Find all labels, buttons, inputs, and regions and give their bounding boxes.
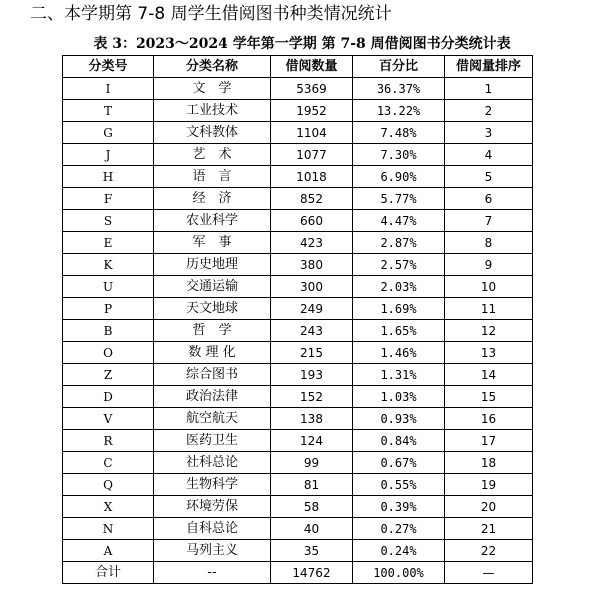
cell-percent: 0.67%	[353, 452, 445, 474]
cell-rank: 11	[445, 298, 533, 320]
cell-count: 193	[271, 364, 353, 386]
table-row	[63, 364, 533, 386]
cell-code: N	[63, 518, 154, 540]
table-row	[63, 518, 533, 540]
cell-count: 249	[271, 298, 353, 320]
total-count: 14762	[271, 562, 353, 584]
cell-name: 自科总论	[154, 518, 271, 540]
cell-code: G	[63, 122, 154, 144]
cell-rank: 22	[445, 540, 533, 562]
cell-percent: 0.84%	[353, 430, 445, 452]
table-row	[63, 320, 533, 342]
table-row	[63, 144, 533, 166]
cell-count: 660	[271, 210, 353, 232]
cell-count: 35	[271, 540, 353, 562]
table-row	[63, 474, 533, 496]
cell-count: 1952	[271, 100, 353, 122]
cell-rank: 12	[445, 320, 533, 342]
cell-code: R	[63, 430, 154, 452]
cell-percent: 0.24%	[353, 540, 445, 562]
column-header-rank: 借阅量排序	[445, 56, 533, 78]
cell-count: 58	[271, 496, 353, 518]
cell-code: A	[63, 540, 154, 562]
borrowing-stats-table	[62, 55, 533, 584]
table-row	[63, 386, 533, 408]
cell-rank: 14	[445, 364, 533, 386]
cell-code: Q	[63, 474, 154, 496]
cell-rank: 1	[445, 78, 533, 100]
cell-name: 哲 学	[154, 320, 271, 342]
table-row	[63, 100, 533, 122]
table-row	[63, 408, 533, 430]
cell-name: 生物科学	[154, 474, 271, 496]
cell-name: 综合图书	[154, 364, 271, 386]
total-name: --	[154, 562, 271, 584]
cell-count: 215	[271, 342, 353, 364]
cell-percent: 36.37%	[353, 78, 445, 100]
cell-count: 380	[271, 254, 353, 276]
cell-code: C	[63, 452, 154, 474]
cell-code: T	[63, 100, 154, 122]
cell-rank: 17	[445, 430, 533, 452]
cell-count: 5369	[271, 78, 353, 100]
cell-count: 99	[271, 452, 353, 474]
cell-code: H	[63, 166, 154, 188]
cell-percent: 0.55%	[353, 474, 445, 496]
total-percent: 100.00%	[353, 562, 445, 584]
cell-code: U	[63, 276, 154, 298]
cell-percent: 2.03%	[353, 276, 445, 298]
cell-name: 语 言	[154, 166, 271, 188]
cell-count: 138	[271, 408, 353, 430]
cell-name: 经 济	[154, 188, 271, 210]
cell-percent: 2.57%	[353, 254, 445, 276]
cell-rank: 2	[445, 100, 533, 122]
cell-percent: 0.27%	[353, 518, 445, 540]
cell-name: 工业技术	[154, 100, 271, 122]
cell-name: 航空航天	[154, 408, 271, 430]
cell-count: 40	[271, 518, 353, 540]
cell-code: E	[63, 232, 154, 254]
cell-name: 交通运输	[154, 276, 271, 298]
table-row	[63, 298, 533, 320]
table-row	[63, 78, 533, 100]
cell-code: D	[63, 386, 154, 408]
table-row	[63, 122, 533, 144]
cell-percent: 2.87%	[353, 232, 445, 254]
cell-percent: 0.39%	[353, 496, 445, 518]
cell-name: 政治法律	[154, 386, 271, 408]
cell-count: 1018	[271, 166, 353, 188]
cell-percent: 7.30%	[353, 144, 445, 166]
cell-code: K	[63, 254, 154, 276]
cell-count: 81	[271, 474, 353, 496]
table-row	[63, 254, 533, 276]
cell-percent: 1.03%	[353, 386, 445, 408]
cell-percent: 13.22%	[353, 100, 445, 122]
column-header-code: 分类号	[63, 56, 154, 78]
cell-percent: 5.77%	[353, 188, 445, 210]
cell-name: 社科总论	[154, 452, 271, 474]
cell-code: O	[63, 342, 154, 364]
cell-count: 423	[271, 232, 353, 254]
column-header-percent: 百分比	[353, 56, 445, 78]
cell-rank: 4	[445, 144, 533, 166]
cell-code: X	[63, 496, 154, 518]
cell-rank: 16	[445, 408, 533, 430]
table-total-row	[63, 562, 533, 584]
cell-percent: 1.69%	[353, 298, 445, 320]
cell-name: 医药卫生	[154, 430, 271, 452]
cell-rank: 18	[445, 452, 533, 474]
cell-name: 历史地理	[154, 254, 271, 276]
table-row	[63, 342, 533, 364]
table-row	[63, 166, 533, 188]
cell-percent: 1.46%	[353, 342, 445, 364]
table-row	[63, 430, 533, 452]
cell-count: 1104	[271, 122, 353, 144]
total-rank: —	[445, 562, 533, 584]
cell-code: V	[63, 408, 154, 430]
cell-percent: 1.65%	[353, 320, 445, 342]
cell-rank: 13	[445, 342, 533, 364]
cell-rank: 20	[445, 496, 533, 518]
column-header-name: 分类名称	[154, 56, 271, 78]
table-caption: 表 3：2023～2024 学年第一学期 第 7-8 周借阅图书分类统计表	[93, 36, 511, 52]
cell-code: J	[63, 144, 154, 166]
cell-count: 852	[271, 188, 353, 210]
cell-code: F	[63, 188, 154, 210]
cell-rank: 21	[445, 518, 533, 540]
cell-code: Z	[63, 364, 154, 386]
cell-rank: 8	[445, 232, 533, 254]
cell-name: 军 事	[154, 232, 271, 254]
cell-percent: 0.93%	[353, 408, 445, 430]
column-header-count: 借阅数量	[271, 56, 353, 78]
cell-count: 152	[271, 386, 353, 408]
cell-count: 300	[271, 276, 353, 298]
cell-name: 天文地球	[154, 298, 271, 320]
cell-rank: 5	[445, 166, 533, 188]
table-row	[63, 540, 533, 562]
table-row	[63, 452, 533, 474]
cell-name: 文科教体	[154, 122, 271, 144]
cell-name: 文 学	[154, 78, 271, 100]
cell-percent: 7.48%	[353, 122, 445, 144]
cell-code: S	[63, 210, 154, 232]
cell-name: 环境劳保	[154, 496, 271, 518]
cell-rank: 6	[445, 188, 533, 210]
table-body	[63, 78, 533, 584]
cell-name: 马列主义	[154, 540, 271, 562]
cell-code: I	[63, 78, 154, 100]
cell-code: B	[63, 320, 154, 342]
cell-count: 243	[271, 320, 353, 342]
table-row	[63, 496, 533, 518]
section-heading: 二、本学期第 7-8 周学生借阅图书种类情况统计	[30, 4, 392, 24]
table-row	[63, 188, 533, 210]
cell-percent: 4.47%	[353, 210, 445, 232]
cell-name: 艺 术	[154, 144, 271, 166]
table-row	[63, 210, 533, 232]
table-row	[63, 276, 533, 298]
cell-count: 124	[271, 430, 353, 452]
cell-name: 农业科学	[154, 210, 271, 232]
cell-rank: 7	[445, 210, 533, 232]
cell-rank: 3	[445, 122, 533, 144]
cell-percent: 1.31%	[353, 364, 445, 386]
table-row	[63, 232, 533, 254]
cell-rank: 10	[445, 276, 533, 298]
cell-percent: 6.90%	[353, 166, 445, 188]
cell-rank: 15	[445, 386, 533, 408]
cell-code: P	[63, 298, 154, 320]
table-header-row	[63, 56, 533, 78]
cell-rank: 19	[445, 474, 533, 496]
total-label: 合计	[63, 562, 154, 584]
cell-rank: 9	[445, 254, 533, 276]
cell-name: 数 理 化	[154, 342, 271, 364]
cell-count: 1077	[271, 144, 353, 166]
